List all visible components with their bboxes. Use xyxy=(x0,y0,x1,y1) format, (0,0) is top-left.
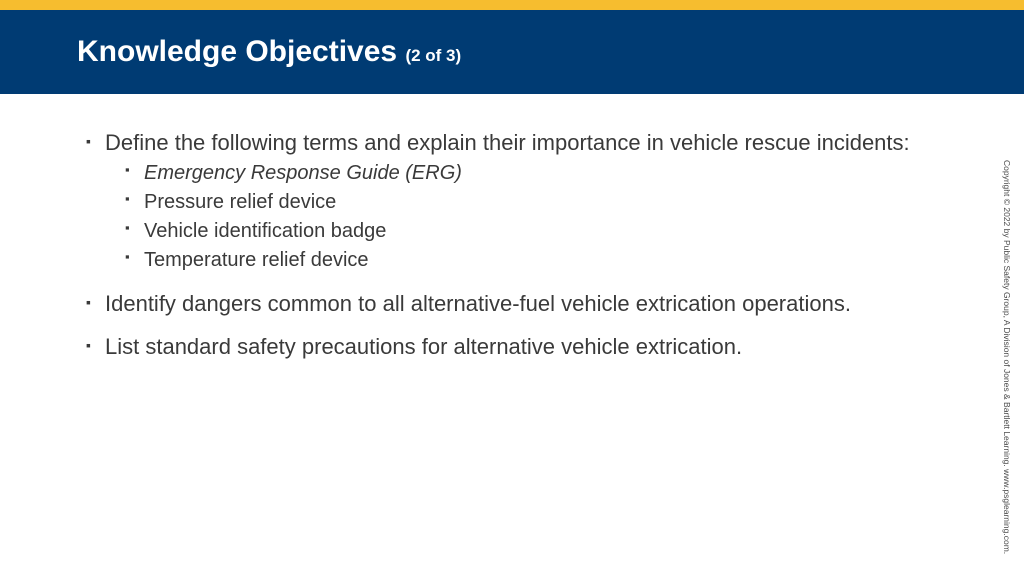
sub-bullet-item xyxy=(125,159,946,188)
sub-bullet-text: Temperature relief device xyxy=(144,249,369,271)
bullet-item xyxy=(86,289,946,318)
accent-stripe xyxy=(0,0,1024,10)
sub-bullet-text: Pressure relief device xyxy=(144,191,337,213)
slide-title xyxy=(77,33,461,75)
title-subtitle: (2 of 3) xyxy=(405,46,462,65)
square-bullet-icon: ▪ xyxy=(86,133,91,149)
sub-bullet-text: Emergency Response Guide (ERG) xyxy=(144,162,462,184)
square-bullet-icon: ▪ xyxy=(125,162,130,177)
sub-bullet-text: Vehicle identification badge xyxy=(144,220,387,242)
bullet-text: Identify dangers common to all alternative-fuel vehicle extrication operations. xyxy=(105,291,851,316)
sub-bullet-item xyxy=(125,246,946,275)
square-bullet-icon: ▪ xyxy=(86,294,91,310)
slide-content xyxy=(86,128,946,375)
square-bullet-icon: ▪ xyxy=(125,191,130,206)
bullet-text: List standard safety precautions for alternative vehicle extrication. xyxy=(105,334,743,359)
bullet-item xyxy=(86,128,946,275)
sub-bullet-item xyxy=(125,188,946,217)
square-bullet-icon: ▪ xyxy=(125,220,130,235)
copyright-notice: Copyright © 2022 by Public Safety Group, A Division of Jones & Bartlett Learning. www.psglearning.com. xyxy=(1002,160,1012,555)
square-bullet-icon: ▪ xyxy=(86,337,91,353)
sub-bullet-item xyxy=(125,217,946,246)
bullet-list xyxy=(86,128,946,361)
square-bullet-icon: ▪ xyxy=(125,249,130,264)
bullet-item xyxy=(86,332,946,361)
bullet-text: Define the following terms and explain their importance in vehicle rescue incidents: xyxy=(105,130,910,155)
title-main: Knowledge Objectives xyxy=(77,35,398,68)
sub-bullet-list xyxy=(105,159,946,275)
